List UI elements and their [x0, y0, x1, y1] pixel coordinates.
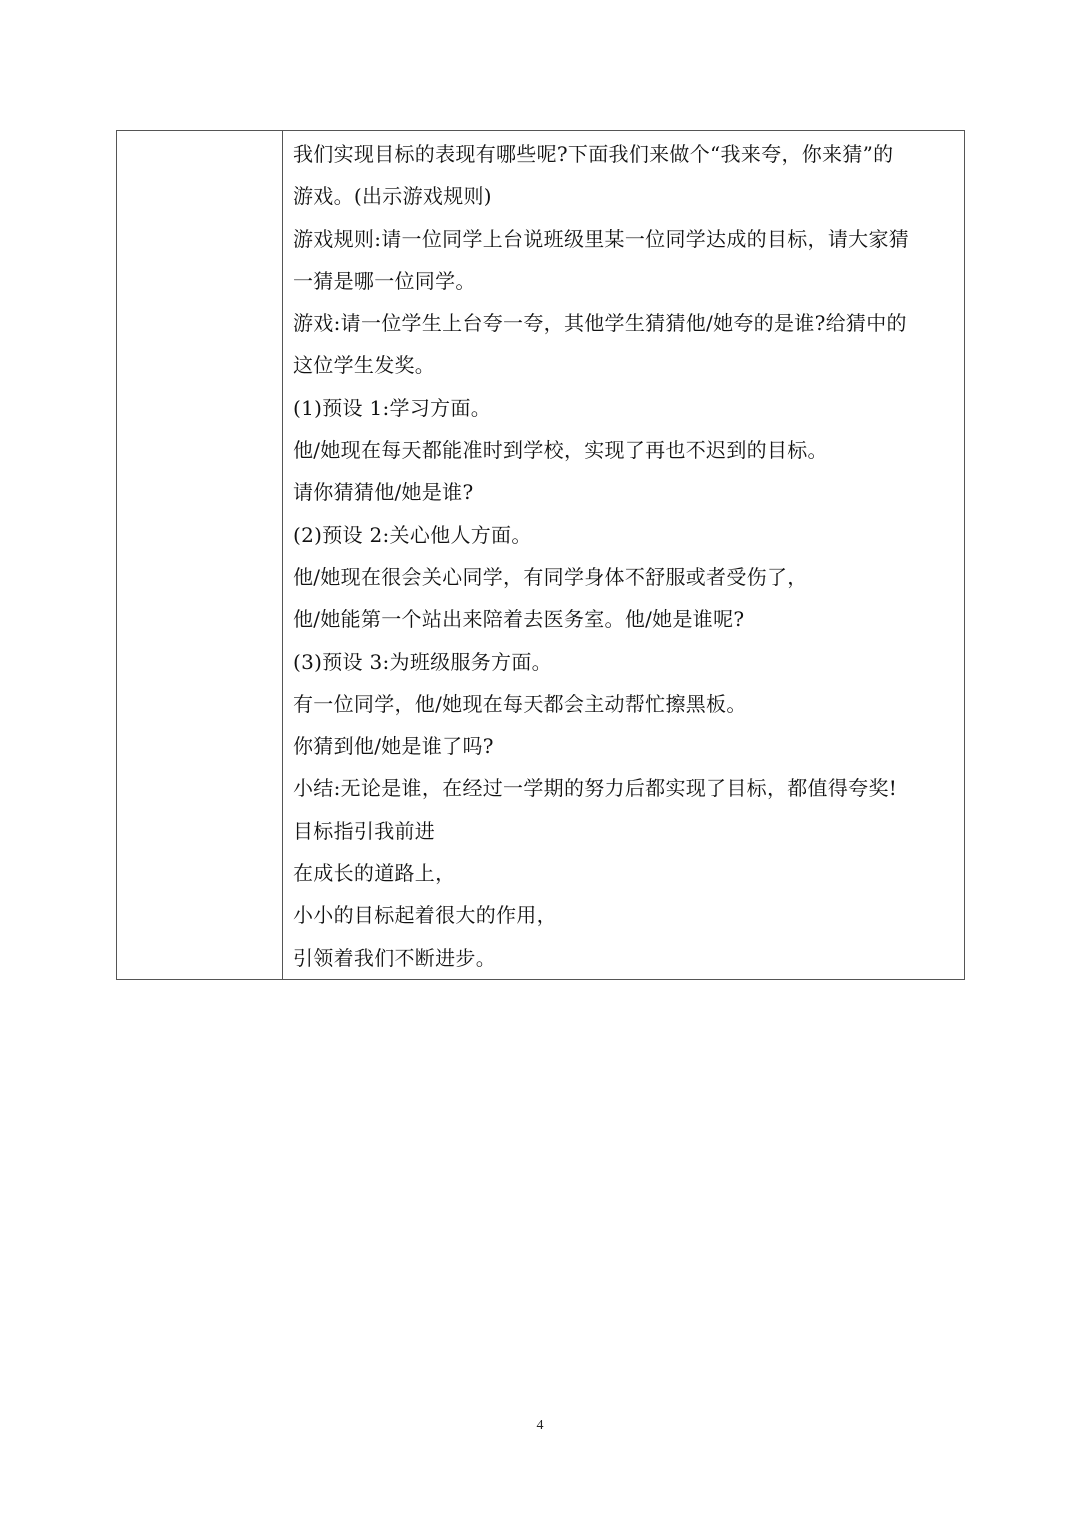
text-line: 他/她现在很会关心同学，有同学身体不舒服或者受伤了，: [293, 564, 808, 589]
text-line: 请你猜猜他/她是谁?: [293, 480, 474, 505]
content-text: [283, 131, 964, 979]
text-line: 小结:无论是谁，在经过一学期的努力后都实现了目标，都值得夸奖!: [293, 776, 898, 801]
text-line: 你猜到他/她是谁了吗?: [293, 734, 494, 759]
text-line: 游戏:请一位学生上台夸一夸，其他学生猜猜他/她夸的是谁?给猜中的: [293, 311, 907, 336]
text-line: 一猜是哪一位同学。: [293, 268, 476, 293]
text-line: 在成长的道路上，: [293, 861, 456, 886]
left-cell: [117, 131, 283, 980]
text-line: 小小的目标起着很大的作用，: [293, 903, 557, 928]
text-line: 这位学生发奖。: [293, 353, 436, 378]
table-row: [117, 131, 965, 980]
text-line: 我们实现目标的表现有哪些呢?下面我们来做个“我来夸，你来猜”的: [293, 142, 894, 166]
text-line: 有一位同学，他/她现在每天都会主动帮忙擦黑板。: [293, 691, 747, 716]
text-line: 引领着我们不断进步。: [293, 945, 496, 970]
text-line: 游戏。(出示游戏规则): [293, 184, 492, 209]
text-line: (1)预设 1:学习方面。: [293, 395, 492, 420]
text-line: (3)预设 3:为班级服务方面。: [293, 649, 552, 674]
content-cell: [283, 131, 965, 980]
text-line: 目标指引我前进: [293, 818, 436, 843]
text-line: 游戏规则:请一位同学上台说班级里某一位同学达成的目标，请大家猜: [293, 226, 910, 251]
text-line: 他/她现在每天都能准时到学校，实现了再也不迟到的目标。: [293, 438, 828, 463]
lesson-plan-table: [116, 130, 965, 980]
text-line: 他/她能第一个站出来陪着去医务室。他/她是谁呢?: [293, 607, 745, 632]
page-number: 4: [536, 1418, 544, 1433]
text-line: (2)预设 2:关心他人方面。: [293, 522, 532, 547]
